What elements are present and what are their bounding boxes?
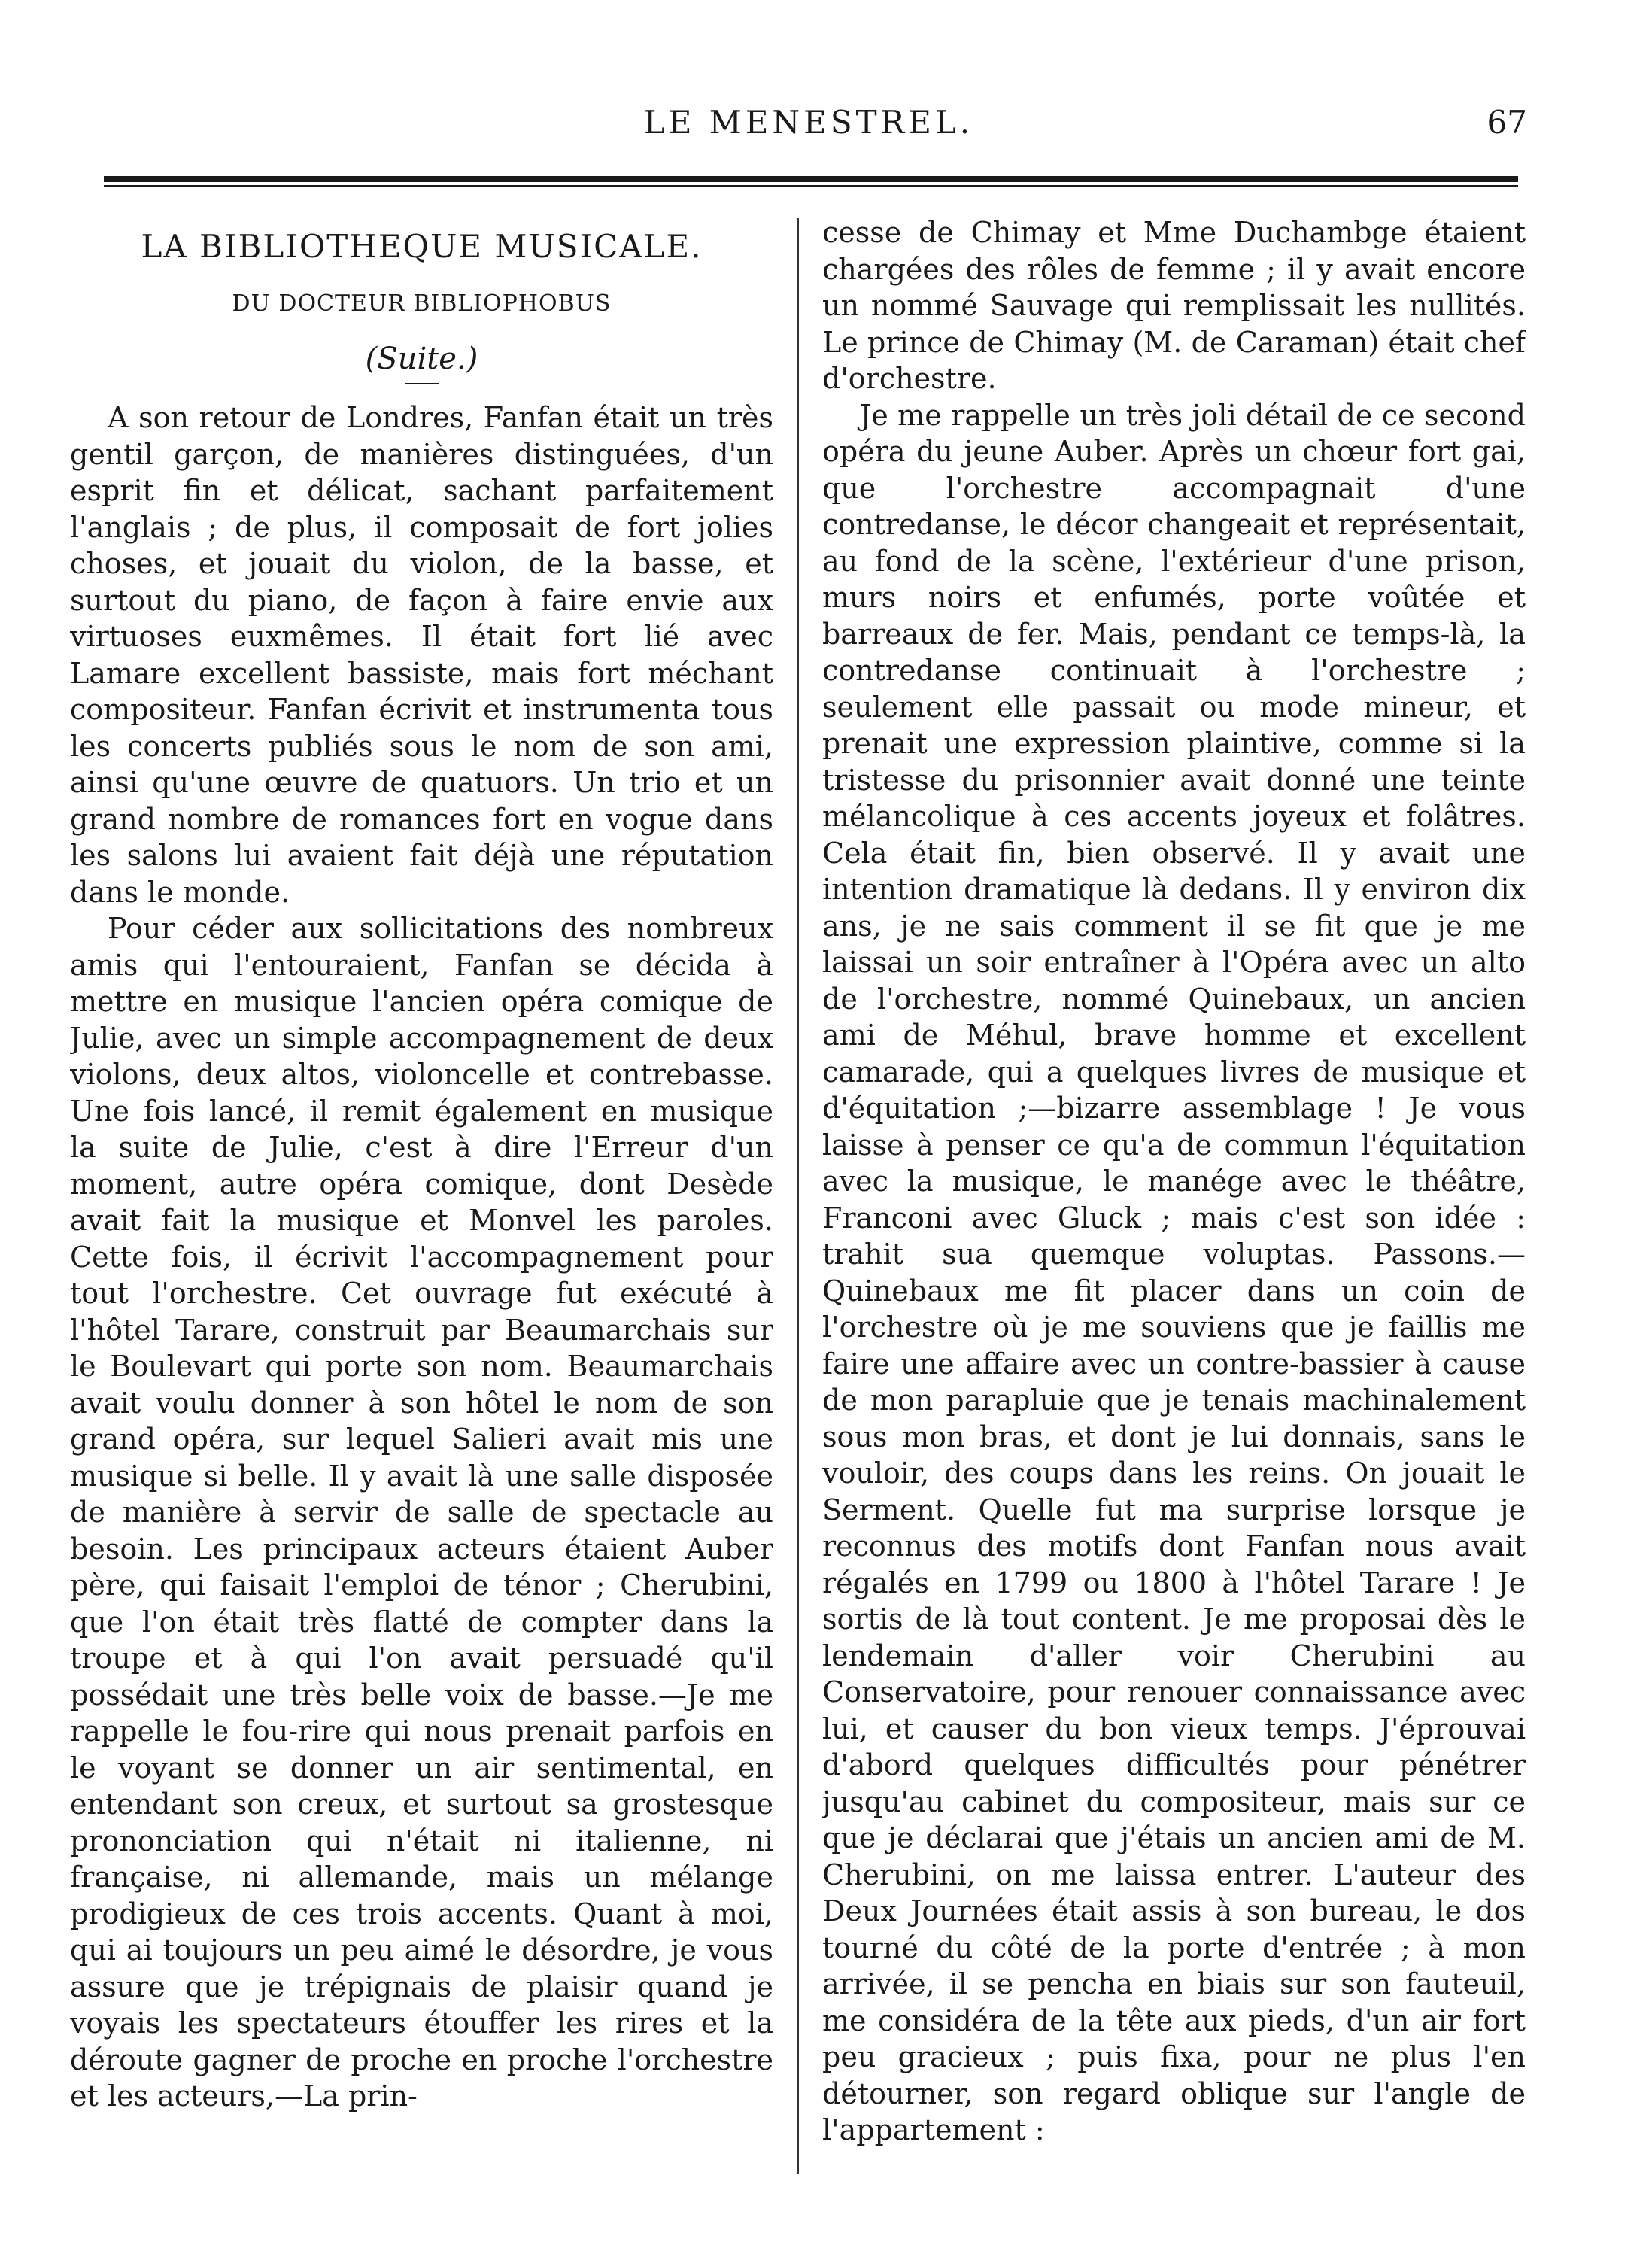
- column-divider: [797, 218, 799, 2174]
- header-rule-thin: [104, 185, 1518, 187]
- running-title: LE MENESTREL.: [643, 104, 974, 141]
- article-title: LA BIBLIOTHEQUE MUSICALE.: [141, 228, 703, 265]
- left-column: [70, 214, 773, 2163]
- page-number: 67: [1486, 104, 1527, 141]
- running-head: [90, 96, 1527, 149]
- header-rule: [104, 176, 1518, 182]
- paragraph: Pour céder aux sollicitations des nombreux amis qui l'entouraient, Fanfan se décida à mettre en musique l'ancien opéra comique de Julie, avec un simple accompagnement de deux violons, deux altos, violoncelle et contrebasse. Une fois lancé, il remit également en musique la suite de Julie, c'est à dire l'Erreur d'un moment, autre opéra comique, dont Desède avait fait la musique et Monvel les paroles. Cette fois, il écrivit l'accompagnement pour tout l'orchestre. Cet ouvrage fut exécuté à l'hôtel Tarare, construit par Beaumarchais sur le Boulevart qui porte son nom. Beaumarchais avait voulu donner à son hôtel le nom de son grand opéra, sur lequel Salieri avait mis une musique si belle. Il y avait là une salle disposée de manière à servir de salle de spectacle au besoin. Les principaux acteurs étaient Auber père, qui faisait l'emploi de ténor ; Cherubini, que l'on était très flatté de compter dans la troupe et à qui l'on avait persuadé qu'il possédait une très belle voix de basse.—Je me rappelle le fou-rire qui nous prenait parfois en le voyant se donner un air sentimental, en entendant son creux, et surtout sa grostesque prononciation qui n'était ni italienne, ni française, ni allemande, mais un mélange prodigieux de ces trois accents. Quant à moi, qui ai toujours un peu aimé le désordre, je vous assure que je trépignais de plaisir quand je voyais les spectateurs étouffer les rires et la déroute gagner de proche en proche l'orchestre et les acteurs,—La prin-: [70, 912, 773, 2113]
- right-column: [822, 214, 1526, 2163]
- article-suite: (Suite.): [365, 342, 478, 376]
- title-rule: [405, 383, 439, 384]
- paragraph: A son retour de Londres, Fanfan était un très gentil garçon, de manières distinguées, d'un esprit fin et délicat, sachant parfaitement l'anglais ; de plus, il composait de fort jolies choses, et jouait du violon, de la basse, et surtout du piano, de façon à faire envie aux virtuoses euxmêmes. Il était fort lié avec Lamare excellent bassiste, mais fort méchant compositeur. Fanfan écrivit et instrumenta tous les concerts publiés sous le nom de son ami, ainsi qu'une œuvre de quatuors. Un trio et un grand nombre de romances fort en vogue dans les salons lui avaient fait déjà une réputation dans le monde.: [70, 401, 773, 909]
- paragraph: cesse de Chimay et Mme Duchambge étaient chargées des rôles de femme ; il y avait encore un nommé Sauvage qui remplissait les nullités. Le prince de Chimay (M. de Caraman) était chef d'orchestre.: [822, 216, 1526, 395]
- article-byline: DU DOCTEUR BIBLIOPHOBUS: [232, 290, 612, 317]
- paragraph: Je me rappelle un très joli détail de ce second opéra du jeune Auber. Après un chœur fort gai, que l'orchestre accompagnait d'une contredanse, le décor changeait et représentait, au fond de la scène, l'extérieur d'une prison, murs noirs et enfumés, porte voûtée et barreaux de fer. Mais, pendant ce temps-là, la contredanse continuait à l'orchestre ; seulement elle passait ou mode mineur, et prenait une expression plaintive, comme si la tristesse du prisonnier avait donné une teinte mélancolique à ces accents joyeux et folâtres. Cela était fin, bien observé. Il y avait une intention dramatique là dedans. Il y environ dix ans, je ne sais comment il se fit que je me laissai un soir entraîner à l'Opéra avec un alto de l'orchestre, nommé Quinebaux, un ancien ami de Méhul, brave homme et excellent camarade, qui a quelques livres de musique et d'équitation ;—bizarre assemblage ! Je vous laisse à penser ce qu'a de commun l'équitation avec la musique, le manége avec le théâtre, Franconi avec Gluck ; mais c'est son idée : trahit sua quemque voluptas. Passons.—Quinebaux me fit placer dans un coin de l'orchestre où je me souviens que je faillis me faire une affaire avec un contre-bassier à cause de mon parapluie que je tenais machinalement sous mon bras, et dont je lui donnais, sans le vouloir, des coups dans les reins. On jouait le Serment. Quelle fut ma surprise lorsque je reconnus des motifs dont Fanfan nous avait régalés en 1799 ou 1800 à l'hôtel Tarare ! Je sortis de là tout content. Je me proposai dès le lendemain d'aller voir Cherubini au Conservatoire, pour renouer connaissance avec lui, et causer du bon vieux temps. J'éprouvai d'abord quelques difficultés pour pénétrer jusqu'au cabinet du compositeur, mais sur ce que je déclarai que j'étais un ancien ami de M. Cherubini, on me laissa entrer. L'auteur des Deux Journées était assis à son bureau, le dos tourné du côté de la porte d'entrée ; à mon arrivée, il se pencha en biais sur son fauteuil, me considéra de la tête aux pieds, d'un air fort peu gracieux ; puis fixa, pour ne plus l'en détourner, son regard oblique sur l'angle de l'appartement :: [822, 398, 1526, 2146]
